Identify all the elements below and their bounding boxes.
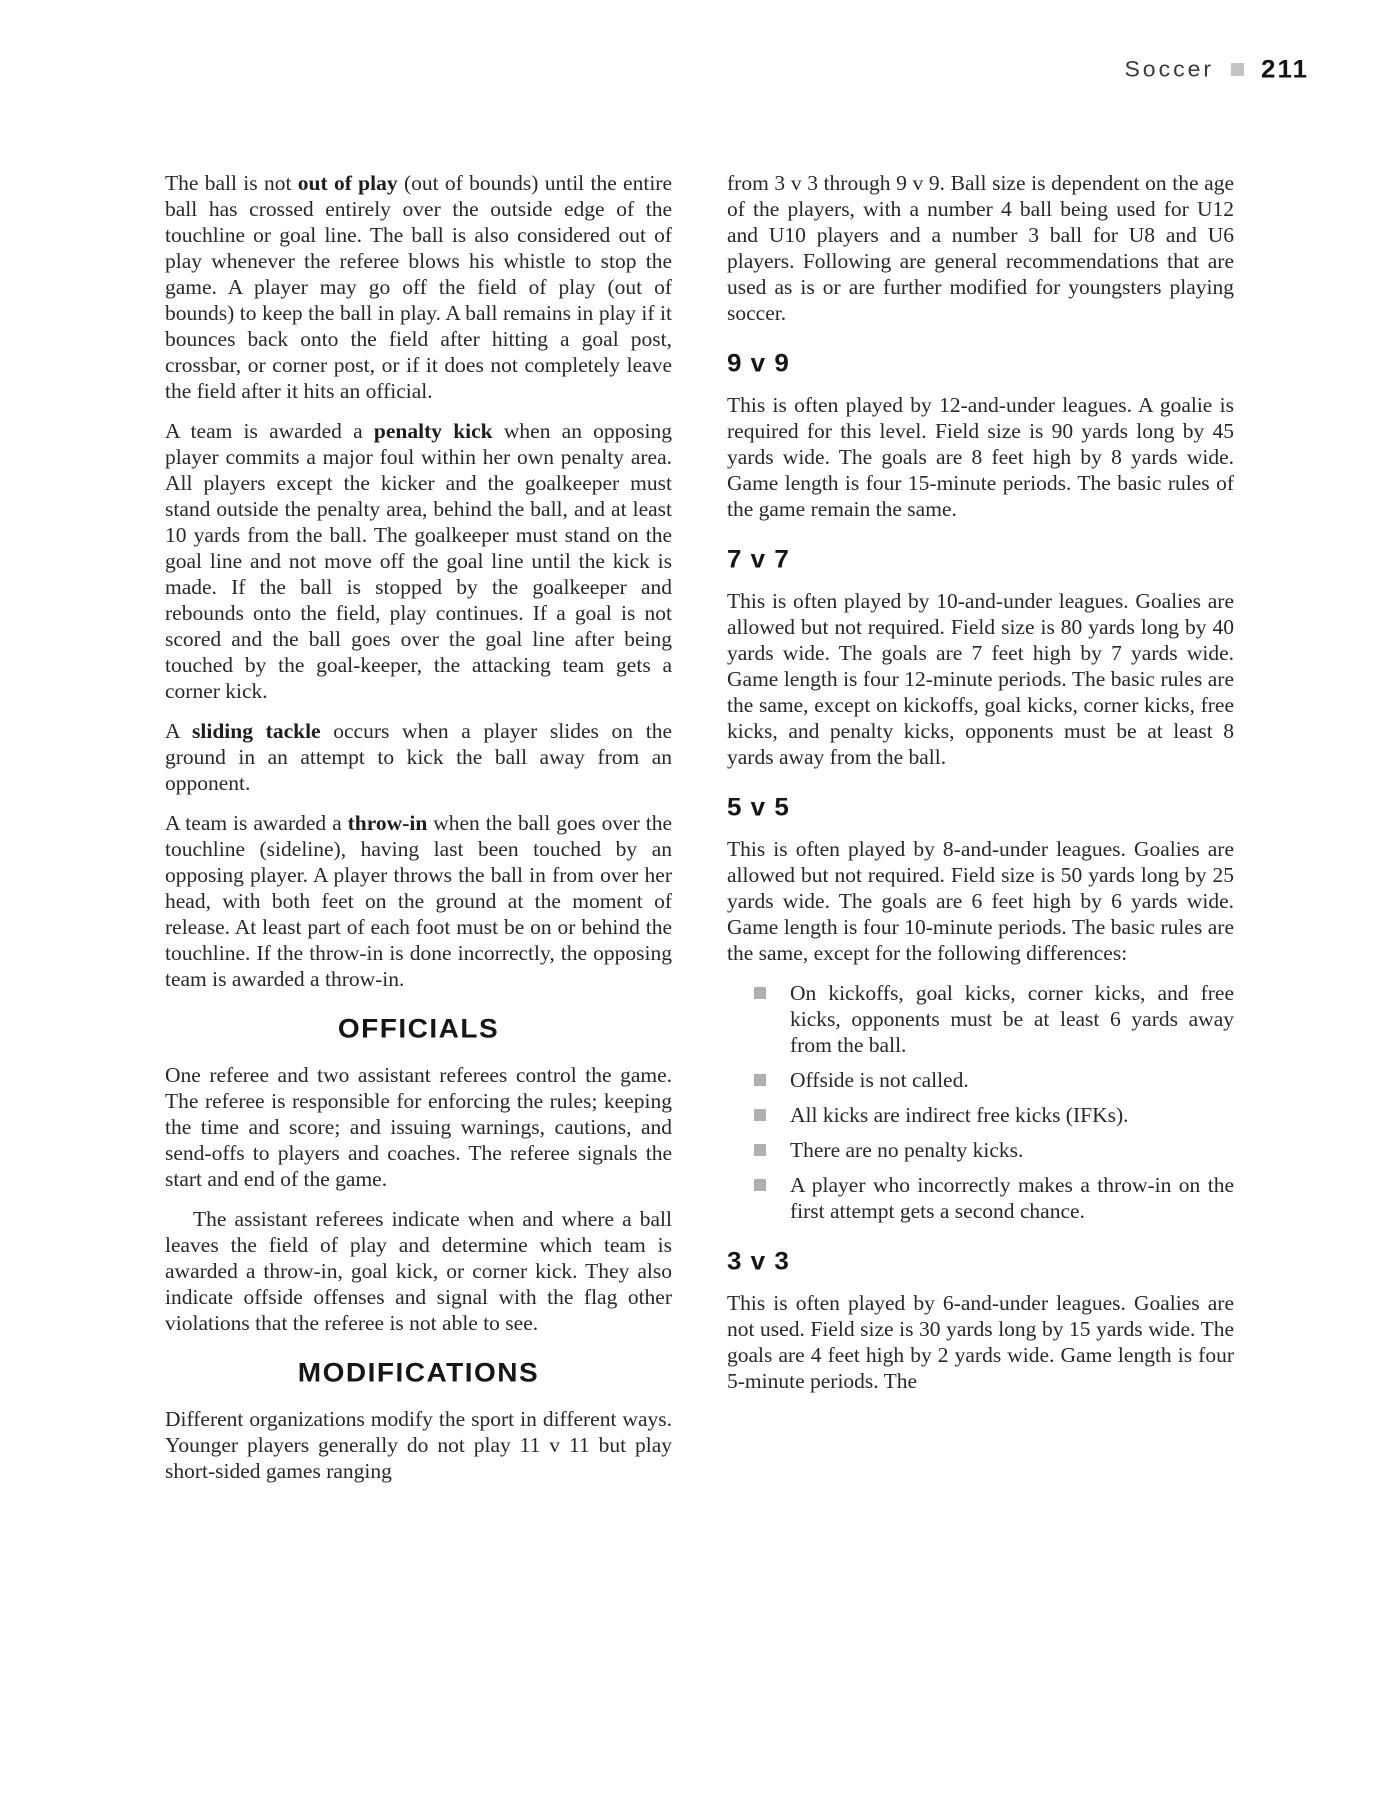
bullet-square-icon <box>754 1074 766 1086</box>
paragraph <box>727 588 1234 770</box>
paragraph <box>727 392 1234 522</box>
subsection-heading-5-v-5: 5 v 5 <box>727 792 790 822</box>
bullet-text: There are no penalty kicks. <box>790 1138 1024 1162</box>
subsection-heading-9-v-9: 9 v 9 <box>727 348 790 378</box>
bullet-square-icon <box>754 1144 766 1156</box>
paragraph <box>727 1290 1234 1394</box>
paragraph <box>727 836 1234 966</box>
page-number: 211 <box>1261 54 1309 84</box>
bold-term: throw-in <box>347 811 428 835</box>
paragraph-text: when an opposing player commits a major foul within her own penalty area. All players except the kicker and the goalkeeper must stand outside the penalty area, behind the ball, and at least 10 yards from the ball. The goalkeeper must stand on the goal line and not move off the goal line until the kick is made. If the ball is stopped by the goalkeeper and rebounds onto the field, play continues. If a goal is not scored and the ball goes over the goal line after being touched by the goal-keeper, the attacking team gets a corner kick. <box>165 419 673 703</box>
section-divider-square-icon <box>1231 63 1244 76</box>
paragraph <box>165 418 672 704</box>
paragraph-text: The assistant referees indicate when and where a ball leaves the field of play and determine which team is awarded a throw-in, goal kick, or corner kick. They also indicate offside offenses and signal with the flag other violations that the referee is not able to see. <box>165 1207 672 1335</box>
bullet-text: On kickoffs, goal kicks, corner kicks, and free kicks, opponents must be at least 6 yards away from the ball. <box>790 981 1234 1057</box>
bullet-text: A player who incorrectly makes a throw-in on the first attempt gets a second chance. <box>790 1173 1234 1223</box>
bullet-square-icon <box>754 987 766 999</box>
bullet-text: All kicks are indirect free kicks (IFKs). <box>790 1103 1129 1127</box>
paragraph-text: occurs when a player slides on the ground in an attempt to kick the ball away from an opponent. <box>165 719 673 795</box>
section-heading-officials: OFFICIALS <box>337 1013 500 1044</box>
bold-term: penalty kick <box>373 419 493 443</box>
paragraph-text: Different organizations modify the sport in different ways. Younger players generally do not play 11 v 11 but play short-sided games ranging <box>165 1407 672 1483</box>
paragraph <box>165 718 672 796</box>
paragraph-text: when the ball goes over the touchline (sideline), having last been touched by an opposing player. A player throws the ball in from over her head, with both feet on the ground at the moment of release. At least part of each foot must be on or behind the touchline. If the throw-in is done incorrectly, the opposing team is awarded a throw-in. <box>165 811 673 991</box>
paragraph-text: A <box>165 719 193 743</box>
paragraph-text: A team is awarded a <box>165 419 374 443</box>
subsection-heading-3-v-3: 3 v 3 <box>727 1246 790 1276</box>
paragraph-text: (out of bounds) until the entire ball has crossed entirely over the outside edge of the touchline or goal line. The ball is also considered out of play whenever the referee blows his whistle to stop the game. A player may go off the field of play (out of bounds) to keep the ball in play. A ball remains in play if it bounces back onto the field after hitting a goal post, crossbar, or corner post, or if it does not completely leave the field after it hits an official. <box>165 171 672 403</box>
subsection-heading-7-v-7: 7 v 7 <box>727 544 790 574</box>
bold-term: out of play <box>297 171 398 195</box>
bullet-text: Offside is not called. <box>790 1068 969 1092</box>
paragraph-text: from 3 v 3 through 9 v 9. Ball size is dependent on the age of the players, with a number 4 ball being used for U12 and U10 players and a number 3 ball for U8 and U6 players. Following are general recommendations that are used as is or are further modified for youngsters playing soccer. <box>727 171 1234 325</box>
paragraph-text: This is often played by 6-and-under leagues. Goalies are not used. Field size is 30 yards long by 15 yards wide. The goals are 4 feet high by 2 yards wide. Game length is four 5-minute periods. The <box>727 1291 1234 1393</box>
bullet-item <box>727 1102 1234 1128</box>
bullet-square-icon <box>754 1179 766 1191</box>
paragraph-text: One referee and two assistant referees control the game. The referee is responsible for enforcing the rules; keeping the time and score; and issuing warnings, cautions, and send-offs to players and coaches. The referee signals the start and end of the game. <box>165 1063 672 1191</box>
text-column-right <box>727 170 1234 1408</box>
bullet-square-icon <box>754 1109 766 1121</box>
text-column-left <box>165 170 672 1498</box>
bullet-item <box>727 1137 1234 1163</box>
paragraph-text: The ball is not <box>165 171 298 195</box>
paragraph <box>165 810 672 992</box>
paragraph <box>165 1406 672 1484</box>
bullet-list <box>727 980 1234 1224</box>
paragraph-text: This is often played by 8-and-under leagues. Goalies are allowed but not required. Field size is 50 yards long by 25 yards wide. The goals are 6 feet high by 6 yards wide. Game length is four 10-minute periods. The basic rules are the same, except for the following differences: <box>727 837 1234 965</box>
paragraph <box>165 1206 672 1336</box>
paragraph-text: This is often played by 12-and-under leagues. A goalie is required for this level. Field size is 90 yards long by 45 yards wide. The goals are 8 feet high by 8 yards wide. Game length is four 15-minute periods. The basic rules of the game remain the same. <box>727 393 1234 521</box>
paragraph <box>727 170 1234 326</box>
paragraph <box>165 1062 672 1192</box>
page-header <box>1124 56 1309 82</box>
bold-term: sliding tackle <box>192 719 321 743</box>
running-head-section-label: Soccer <box>1124 56 1215 81</box>
bullet-item <box>727 1172 1234 1224</box>
paragraph-text: A team is awarded a <box>165 811 348 835</box>
paragraph-text: This is often played by 10-and-under leagues. Goalies are allowed but not required. Field size is 80 yards long by 40 yards wide. The goals are 7 feet high by 7 yards wide. Game length is four 12-minute periods. The basic rules are the same, except on kickoffs, goal kicks, corner kicks, free kicks, and penalty kicks, opponents must be at least 8 yards away from the ball. <box>727 589 1234 769</box>
paragraph <box>165 170 672 404</box>
section-heading-modifications: MODIFICATIONS <box>297 1357 540 1388</box>
bullet-item <box>727 1067 1234 1093</box>
bullet-item <box>727 980 1234 1058</box>
